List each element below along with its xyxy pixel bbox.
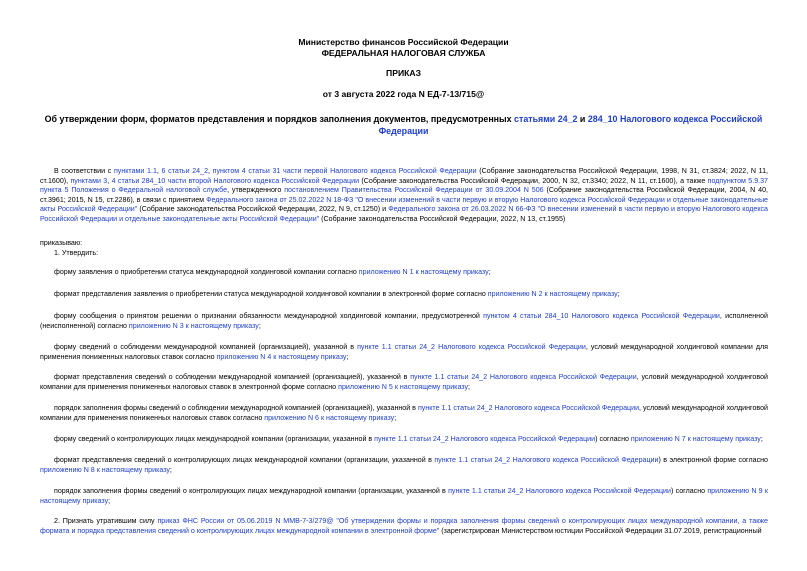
- paragraph-text: (Собрание законодательства Российской Федерации, 2022, N 13, ст.1955): [319, 214, 566, 223]
- item-2-repeal-paragraph: [40, 517, 768, 536]
- document-link[interactable]: пунктом 4 статьи 31 части первой Налогового кодекса Российской Федерации: [212, 167, 477, 175]
- paragraph-text: ;: [346, 352, 349, 361]
- document-link[interactable]: 4 статьи 284_10 части второй Налогового кодекса Российской Федерации: [111, 176, 360, 185]
- document-link[interactable]: приложению N 2 к настоящему приказу: [487, 290, 618, 298]
- paragraph-text: ;: [468, 382, 471, 391]
- paragraph-text: , условий международной холдинговой компании для применения пониженных налоговых ставок в электронной форме согласно: [40, 373, 768, 391]
- paragraph-text: формат представления заявления о приобретении статуса международной холдинговой компании в электронной форме согласно: [54, 290, 488, 298]
- paragraph-text: порядок заполнения формы сведений о контролирующих лицах международной компании (организации, указанной в: [54, 487, 449, 495]
- document-link[interactable]: Федерального закона от 25.02.2022 N 18-ФЗ "О внесении изменений в части первую и вторую Налогового кодекса Российской Федерации и отдельные законодательные акты Российской Федерации": [40, 195, 768, 214]
- approved-item-7: [40, 435, 768, 445]
- paragraph-text: (Собрание законодательства Российской Федерации, 2022, N 9, ст.1250) и: [137, 205, 389, 214]
- paragraph-text: ,: [107, 176, 112, 185]
- paragraph-text: ;: [258, 321, 261, 330]
- approved-item-5: [40, 373, 768, 392]
- paragraph-text: формат представления сведений о контролирующих лицах международной компании (организации, указанной в: [54, 456, 435, 464]
- document-link[interactable]: пунктами 3: [70, 176, 108, 185]
- document-link[interactable]: приложению N 3 к настоящему приказу: [128, 321, 259, 330]
- ministry-heading: Министерство финансов Российской Федерации: [298, 37, 509, 47]
- approved-item-8: [40, 456, 768, 475]
- paragraph-text: (зарегистрирован Министерством юстиции Российской Федерации 31.07.2019, регистрационный: [439, 526, 762, 535]
- document-link[interactable]: приложению N 1 к настоящему приказу: [358, 268, 489, 276]
- paragraph-text: В соответствии с: [54, 167, 114, 175]
- paragraph-text: ) согласно: [595, 435, 631, 443]
- paragraph-text: ;: [394, 413, 397, 422]
- document-link[interactable]: приказ ФНС России от 05.06.2019 N ММВ-7-3/279@ "Об утверждении формы и порядка заполнения формы сведений о контролирующих лицах международной компании, а также формата и порядка представления сведений о контролирующих лицах международной компании в электронной форме": [40, 517, 768, 535]
- approved-item-2: [40, 290, 768, 300]
- paragraph-text: форму сведений о соблюдении международной компанией (организацией), указанной в: [54, 343, 358, 351]
- document-link[interactable]: приложению N 5 к настоящему приказу: [338, 382, 469, 391]
- approved-item-9: [40, 487, 768, 506]
- orders-label: приказываю:: [40, 239, 83, 247]
- paragraph-text: ,: [156, 167, 162, 175]
- paragraph-text: , условий международной холдинговой компании для применения пониженных налоговых ставок согласно: [40, 404, 768, 422]
- document-link[interactable]: 6 статьи 24_2: [161, 167, 209, 175]
- paragraph-text: 2. Признать утратившим силу: [54, 517, 158, 525]
- document-link[interactable]: приложению N 4 к настоящему приказу: [216, 352, 347, 361]
- document-link[interactable]: приложению N 8 к настоящему приказу: [40, 465, 170, 474]
- paragraph-text: , утвержденного: [227, 186, 285, 195]
- paragraph-text: ;: [108, 496, 111, 505]
- paragraph-text: формат представления сведений о соблюдении международной компанией (организацией), указанной в: [54, 373, 411, 381]
- paragraph-text: (Собрание законодательства Российской Федерации, 2004, N 40, ст.3961; 2015, N 15, ст.2286), в связи с принятием: [40, 186, 769, 204]
- document-link[interactable]: Федерального закона от 26.03.2022 N 66-ФЗ "О внесении изменений в части первую и вторую Налогового кодекса Российской Федерации и отдельные законодательные акты Российской Федерации": [40, 205, 768, 223]
- approved-item-6: [40, 404, 768, 423]
- document-link[interactable]: пункте 1.1 статьи 24_2 Налогового кодекса Российской Федерации: [374, 435, 596, 443]
- document-title: [30, 114, 777, 137]
- paragraph-text: ) в электронной форме согласно: [658, 456, 768, 464]
- paragraph-text: ;: [617, 290, 620, 298]
- approved-item-4: [40, 343, 768, 362]
- document-link[interactable]: пунктом 4 статьи 284_10 Налогового кодекса Российской Федерации: [483, 312, 720, 320]
- paragraph-text: форму заявления о приобретении статуса международной холдинговой компании согласно: [54, 268, 359, 276]
- title-link-article-284-10[interactable]: 284_10 Налогового кодекса Российской Федерации: [378, 114, 763, 136]
- paragraph-text: , условий международной холдинговой компании для применения пониженных налоговых ставок согласно: [40, 343, 768, 361]
- preamble-paragraph: [40, 167, 768, 225]
- document-link[interactable]: пункте 1.1 статьи 24_2 Налогового кодекса Российской Федерации: [357, 343, 586, 351]
- paragraph-text: ;: [488, 268, 491, 276]
- approved-item-1: [40, 268, 768, 278]
- paragraph-text: форму сведений о контролирующих лицах международной компании (организации, указанной в: [54, 435, 375, 443]
- document-link[interactable]: пункте 1.1 статьи 24_2 Налогового кодекса Российской Федерации: [410, 373, 637, 381]
- title-text: Об утверждении форм, форматов представления и порядков заполнения документов, предусмотренных: [44, 114, 515, 124]
- order-date-number: от 3 августа 2022 года N ЕД-7-13/715@: [322, 89, 485, 99]
- document-link[interactable]: приложению N 7 к настоящему приказу: [630, 435, 761, 443]
- approved-item-3: [40, 312, 768, 331]
- document-link[interactable]: приложению N 9 к настоящему приказу: [40, 487, 768, 505]
- document-link[interactable]: пунктами 1.1: [113, 167, 157, 175]
- paragraph-text: (Собрание законодательства Российской Федерации, 1998, N 31, ст.3824; 2022, N 11, ст.1600),: [40, 167, 768, 185]
- paragraph-text: ,: [208, 167, 213, 175]
- paragraph-text: ;: [760, 435, 763, 443]
- service-heading: ФЕДЕРАЛЬНАЯ НАЛОГОВАЯ СЛУЖБА: [321, 48, 486, 58]
- paragraph-text: ;: [169, 465, 172, 474]
- approve-label: 1. Утвердить:: [54, 249, 99, 257]
- document-link[interactable]: пункте 1.1 статьи 24_2 Налогового кодекса Российской Федерации: [434, 456, 659, 464]
- paragraph-text: , исполненной (неисполненной) согласно: [40, 312, 768, 330]
- document-link[interactable]: приложению N 6 к настоящему приказу: [264, 413, 395, 422]
- document-link[interactable]: подпунктом 5.9.37 пункта 5 Положения о Федеральной налоговой службе: [40, 176, 768, 195]
- document-link[interactable]: пункте 1.1 статьи 24_2 Налогового кодекса Российской Федерации: [448, 487, 671, 495]
- document-link[interactable]: постановлением Правительства Российской Федерации от 30.09.2004 N 506: [284, 186, 544, 195]
- paragraph-text: ) согласно: [670, 487, 708, 495]
- title-link-article-24-2[interactable]: статьями 24_2: [514, 114, 578, 124]
- document-link[interactable]: пункте 1.1 статьи 24_2 Налогового кодекса Российской Федерации: [417, 404, 640, 412]
- order-type: ПРИКАЗ: [386, 68, 421, 78]
- title-text-and: и: [577, 114, 588, 124]
- paragraph-text: (Собрание законодательства Российской Федерации, 2000, N 32, ст.3340; 2022, N 11, ст.1600), а также: [359, 176, 708, 185]
- paragraph-text: порядок заполнения формы сведений о соблюдении международной компанией (организацией), указанной в: [54, 404, 418, 412]
- paragraph-text: форму сообщения о принятом решении о признании обязанности международной холдинговой компании, предусмотренной: [54, 312, 484, 320]
